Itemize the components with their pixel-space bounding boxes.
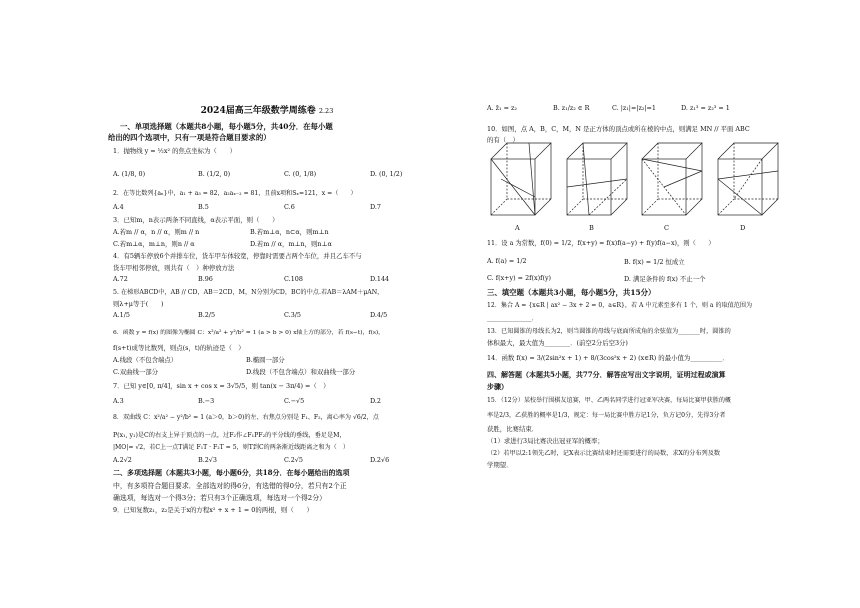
title-date: 2.23 xyxy=(318,107,334,115)
page-title xyxy=(108,103,426,116)
section-1-heading-cont: 给出的四个选项中，只有一项是符合题目要求的） xyxy=(108,133,271,142)
q3-option-c: C.若m⊥α，m⊥n，则n // α xyxy=(113,240,195,248)
q8-option-a: A.2√2 xyxy=(113,456,132,464)
question-15-cont2: 获胜，比赛结束． xyxy=(487,425,539,433)
figure-label-c: C xyxy=(664,224,670,232)
q2-option-b: B.5 xyxy=(198,203,209,211)
section-1-heading: 一、单项选择题（本题共8小题，每小题5分，共40分．在每小题 xyxy=(120,122,333,131)
q7-option-c: C.−√5 xyxy=(284,397,305,405)
question-3: 3．已知m，n表示两条不同直线，α表示平面，则（ ） xyxy=(113,216,279,224)
question-15-cont: 率是2/3，乙获胜的概率是1/3，规定：每一局比赛中胜方记1分，负方记0分，先得3分者 xyxy=(487,412,726,419)
question-8-cont2: |MO|= √2，若C上一点T满足 F₁T · F₂T = 5，则T到C的两条渐近线距离之和为（ ） xyxy=(113,444,349,451)
q2-option-d: D.7 xyxy=(370,203,381,211)
question-5-cont: 则λ+μ等于( ) xyxy=(113,300,164,308)
question-13-cont: 体积最大，最大值为________．(前空2分后空3分) xyxy=(487,339,628,347)
q4-option-a: A.72 xyxy=(113,275,128,283)
q5-option-c: C.3/5 xyxy=(284,311,301,319)
figure-label-d: D xyxy=(740,224,746,232)
question-6-cont: f(s+t)成等比数列，则点(s，t)的轨迹是（ ） xyxy=(113,344,245,352)
q6-option-b: B.椭圆一部分 xyxy=(246,356,285,364)
question-15-part1: （1）求进行3局比赛决出冠亚军的概率； xyxy=(487,437,604,445)
q3-option-a: A.若m // α，n // α，则m // n xyxy=(113,228,200,236)
cube-figure-a xyxy=(489,139,553,221)
q5-option-a: A.1/5 xyxy=(113,311,130,319)
question-10-cont: 的有（ ） xyxy=(487,136,519,144)
q9-option-a: A. z̄₁ = z₂ xyxy=(487,104,517,112)
question-15: 15．（12分）某校举行围棋友谊赛，甲、乙两名同学进行冠亚军决赛，每局比赛甲获胜的概 xyxy=(487,397,732,404)
cube-d-drawing xyxy=(716,139,780,221)
section-2-heading-cont2: 确选项，每选对一个得3分；若只有3个正确选项，每选对一个得2分） xyxy=(113,494,326,502)
question-2: 2．在等比数列{aₙ}中，a₁ + a₃ = 82，a₂aₓ₋₂ = 81，且前x项和Sₓ=121，x =（ ） xyxy=(113,190,357,197)
cube-a-drawing xyxy=(489,139,553,221)
question-8-cont: P(x₁, y₁)是C的右支上异于顶点的一点，过F₂作∠F₁PF₂的平分线的垂线，垂足是M， xyxy=(113,432,346,439)
question-15-part2-cont: 学期望． xyxy=(487,461,513,469)
q1-option-d: D. (0, 1/2) xyxy=(370,170,403,178)
q4-option-b: B.96 xyxy=(198,275,213,283)
q9-option-b: B. z₁/z₂ ∈ R xyxy=(553,104,590,112)
q3-option-d: D.若m // α，m⊥n，则n⊥α xyxy=(250,240,332,248)
question-4-cont: 货车甲相邻停放，则共有（ ）种停放方法 xyxy=(113,264,235,272)
question-12: 12．集合 A = {x∈R | ax² − 3x + 2 = 0，a∈R}，若 A 中元素至多有 1 个，则 a 的取值范围为 xyxy=(487,302,753,309)
question-9: 9．已知复数z₁，z₂是关于x的方程x² + x + 1 = 0的两根，则（ ） xyxy=(113,506,313,514)
cube-figure-c xyxy=(640,139,704,221)
figure-label-a: A xyxy=(515,224,520,232)
q4-option-d: D.144 xyxy=(370,275,390,283)
q6-option-c: C.双曲线一部分 xyxy=(113,368,159,376)
q11-option-c: C. f(x+y) = 2f(x)f(y) xyxy=(487,274,552,282)
q7-option-d: D.2 xyxy=(370,397,381,405)
q7-option-a: A.3 xyxy=(113,397,124,405)
question-12-cont: ______________． xyxy=(487,314,539,322)
question-10: 10．如图，点 A，B，C，M，N 是正方体的顶点或所在棱的中点，则满足 MN // 平面 ABC xyxy=(487,125,750,133)
q7-option-b: B.−3 xyxy=(198,397,215,405)
q5-option-d: D.4/5 xyxy=(370,311,388,319)
q6-option-a: A.线段（不包含端点） xyxy=(113,356,178,364)
q9-option-c: C. |z₁|=|z₂|=1 xyxy=(612,104,656,112)
q9-option-d: D. z₁³ = z₂³ = 1 xyxy=(681,104,730,112)
q8-option-c: C.2√5 xyxy=(284,456,303,464)
question-7: 7．已知 y∈[0, π/4]，sin x + cos x = 3√5/5，则 tan(x − 3π/4) =（ ） xyxy=(113,382,330,390)
section-2-heading: 二、多项选择题（本题共3小题，每小题6分，共18分．在每小题给出的选项 xyxy=(113,468,350,477)
question-6: 6．函数 y = f(x) 的图像为椭圆 C：x²/a² + y²/b² = 1 (a > b > 0) x轴上方的部分，若 f(s−t)，f(s)， xyxy=(113,330,385,336)
cube-figure-b xyxy=(565,139,629,221)
cube-c-drawing xyxy=(640,139,704,221)
question-14: 14．函数 f(x) = 3/(2sin²x + 1) + 8/(3cos²x + 2) (x∈R) 的最小值为__________． xyxy=(487,354,729,362)
section-4-heading-cont: 步骤） xyxy=(487,382,508,391)
question-8: 8．双曲线 C：x²/a² − y²/b² = 1 (a＞0，b＞0)的左、右焦点分别是 F₁、F₂，离心率为 √6/2，点 xyxy=(113,414,379,421)
q8-option-b: B.2√3 xyxy=(198,456,217,464)
q5-option-b: B.2/5 xyxy=(198,311,216,319)
cube-b-drawing xyxy=(565,139,629,221)
q8-option-d: D.2√6 xyxy=(370,456,390,464)
question-11: 11．设 a 为常数，f(0) = 1/2，f(x+y) = f(x)f(a−y) + f(y)f(a−x)，则（ ） xyxy=(487,240,715,247)
question-1: 1．抛物线 y = ½x² 的焦点坐标为（ ） xyxy=(113,147,236,155)
q1-option-a: A. (1/8, 0) xyxy=(113,170,146,178)
question-15-part2: （2）若甲以2:1领先乙时，记X表示比赛结束时还需要进行的局数，求X的分布列及数 xyxy=(487,450,721,457)
question-5: 5. 在梯形ABCD中，AB // CD，AB＝2CD，M，N分别为CD，BC的中点.若AB＝λAM＋μAN， xyxy=(113,289,384,296)
q1-option-b: B. (1/2, 0) xyxy=(198,170,231,178)
q11-option-d: D. 满足条件的 f(x) 不止一个 xyxy=(624,275,706,283)
section-3-heading: 三、填空题（本题共3小题，每小题5分，共15分） xyxy=(487,288,656,297)
q1-option-c: C. (0, 1/8) xyxy=(284,170,317,178)
q2-option-a: A.4 xyxy=(113,203,124,211)
cube-figure-d xyxy=(716,139,780,221)
figure-label-b: B xyxy=(589,224,594,232)
question-4: 4．有5辆车停放6个并排车位，货车甲车体较宽，停靠时需要占两个车位，并且乙车不与 xyxy=(113,252,362,260)
q11-option-b: B. f(x) = 1/2 恒成立 xyxy=(624,258,685,266)
q6-option-d: D.线段（不包含端点）和双曲线一部分 xyxy=(246,368,356,376)
q4-option-c: C.108 xyxy=(284,275,303,283)
section-2-heading-cont: 中，有多项符合题目要求．全部选对的得6分，有选错的得0分，若只有2个正 xyxy=(113,482,347,490)
title-text: 2024届高三年级数学周练卷 xyxy=(200,106,316,116)
section-4-heading: 四、解答题（本题共5小题，共77分．解答应写出文字说明，证明过程或演算 xyxy=(487,370,726,379)
q3-option-b: B.若m⊥α，n⊂α，则m⊥n xyxy=(250,228,329,236)
q2-option-c: C.6 xyxy=(284,203,295,211)
q11-option-a: A. f(a) = 1/2 xyxy=(487,257,527,265)
question-13: 13．已知圆锥的母线长为2，则当圆锥的母线与底面所成角的余弦值为_______时，圆锥的 xyxy=(487,328,731,335)
